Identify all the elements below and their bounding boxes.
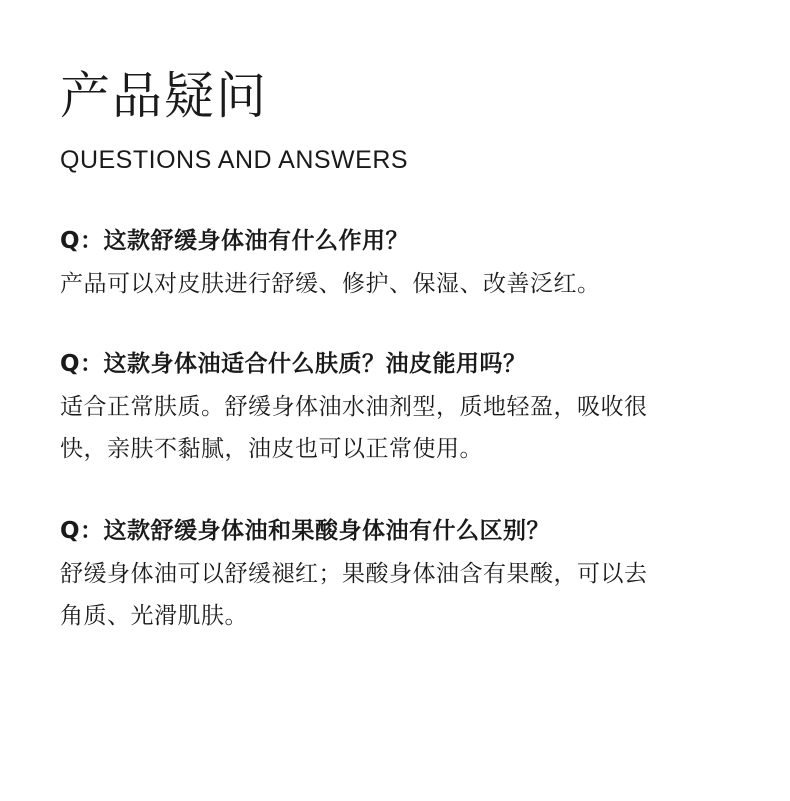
faq-answer-line: 舒缓身体油可以舒缓褪红；果酸身体油含有果酸，可以去 <box>60 561 648 587</box>
faq-answer <box>60 386 740 470</box>
faq-answer-line: 适合正常肤质。舒缓身体油水油剂型，质地轻盈，吸收很 <box>60 394 648 420</box>
faq-answer-line: 产品可以对皮肤进行舒缓、修护、保湿、改善泛红。 <box>60 271 601 297</box>
faq-question: Q：这款身体油适合什么肤质？油皮能用吗？ <box>60 351 527 377</box>
faq-answer-line: 角质、光滑肌肤。 <box>60 603 248 629</box>
faq-answer-line: 快，亲肤不黏腻，油皮也可以正常使用。 <box>60 436 483 462</box>
faq-question: Q：这款舒缓身体油和果酸身体油有什么区别？ <box>60 518 551 544</box>
faq-answer <box>60 553 740 637</box>
faq-item <box>60 347 740 470</box>
page-subtitle: QUESTIONS AND ANSWERS <box>60 146 409 174</box>
faq-question: Q：这款舒缓身体油有什么作用？ <box>60 228 410 254</box>
faq-item <box>60 224 740 305</box>
faq-item <box>60 514 740 637</box>
faq-answer <box>60 263 740 305</box>
page-title: 产品疑问 <box>60 67 268 125</box>
